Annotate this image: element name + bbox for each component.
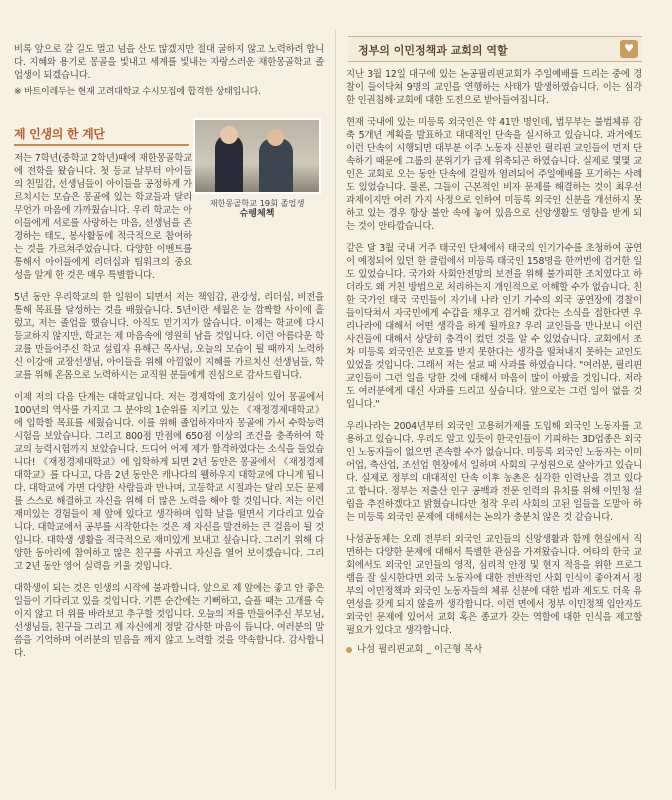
article-title: 정부의 이민정책과 교회의 역할 — [358, 44, 508, 57]
bullet-dot — [346, 647, 352, 653]
right-paragraph-4: 우리나라는 2004년부터 외국인 고용허가제를 도입해 외국인 노동자를 고용하고 있습니다. 우리도 알고 있듯이 한국인들이 기피하는 3D업종은 외국인 노동자들이 없으면 존속할 수가 없습니다. 미등록 외국인 노동자는 이미 어업, 축산업, 조선업 현장에서 일하며 사회의 구성원으로 살아가고 있습니다. 실제로 정부의 대대적인 단속 이후 농촌은 심각한 인력난을 겪고 있다고 합니다. 정부는 저출산 인구 공백과 전문 인력의 유치를 위해 이민청 설립을 추진하겠다고 밝혔습니다만 정작 우리 사회의 고된 일들을 도맡아 하는 미등록 외국인 문제에 대해서는 논의가 충분치 않은 것 같습니다. — [346, 421, 642, 523]
right-paragraph-2: 현재 국내에 있는 미등록 외국인은 약 41만 명인데, 법무부는 불법체류 감축 5개년 계획을 발표하고 대대적인 단속을 실시하고 있습니다. 과거에도 이런 단속이 시행되면 대부분 이주 노동자 신분인 필리핀 교인들이 먼저 단속하기 때문에 그룹의 분위기가 급제 위축되곤 하였습니다. 실제로 몇몇 교인은 교회로 오는 동안 단속에 걸릴까 염려되어 주일예배를 포기하는 사례도 있었습니다. 물론, 그들이 근본적인 비자 문제를 해결하는 것이 최우선 과제이지만 여러 가지 사정으로 인하여 미등록 외국인 신분을 개선하지 못하고 있는 경우 항상 불안 속에 놓여 있음으로 신앙생활도 영향을 받게 되는 것이 안타깝습니다. — [346, 117, 642, 232]
heart-icon: ♥ — [620, 40, 638, 58]
photo-caption — [193, 198, 321, 220]
note-text: ※ 바트이레두는 현재 고려대학교 수시모집에 합격한 상태입니다. — [14, 87, 261, 97]
right-paragraph-5: 나섬공동체는 오래 전부터 외국인 교인들의 신앙생활과 함께 현실에서 직면하는 다양한 문제에 대해서 특별한 관심을 가져왔습니다. 여타의 한국 교회에서도 외국인 교인들의 영적, 심리적 안정 및 현지 적응을 위한 프로그램을 잘 실시한다면 외국 노동자에 대한 전반적인 사회 인식이 좋아져서 정부의 이민정책과 외국인 노동자들의 체류 신분에 대한 법과 제도도 더욱 유연성을 갖게 되지 않을까 생각합니다. 이런 면에서 정부 이민정책 입안자도 외국인 문제에 있어서 교회 혹은 종교가 갖는 역할에 대한 인식을 제고할 필요가 있다고 생각합니다. — [346, 534, 642, 636]
right-column — [346, 68, 642, 656]
column-divider — [335, 30, 336, 790]
paragraph-4: 대학생이 되는 것은 인생의 시작에 불과합니다. 앞으로 제 앞에는 좋고 안 좋은 일들이 기다리고 있을 것입니다. 기쁜 순간에는 기뻐하고, 슬플 때는 고개를 숙이지 않고 더 위를 바라보고 추구할 것입니다. 오늘의 저를 만들어주신 부모님, 선생님들, 친구들 그리고 제 자신에게 정말 감사한 마음이 듭니다. 여러분의 말씀을 기억하며 여러분의 믿음을 깨지 않고 노력할 것을 약속합니다. 감사합니다. — [14, 583, 324, 659]
left-column — [14, 0, 324, 660]
article-title-box — [348, 36, 642, 62]
photo-caption-name: 슈렝체첵 — [239, 209, 275, 219]
paragraph-3: 이제 저의 다음 단계는 대학교입니다. 저는 경제학에 호기심이 있어 몽골에서 100년의 역사를 가지고 그 분야의 1순위를 지키고 있는 《재정경제대학교》에 입학할 목표를 세웠습니다. 이를 위해 졸업하자마자 몽골에 가서 수학능력시험을 보았습니다. 그리고 800점 만점에 650점 이상의 조건을 충족하여 학교의 능력시험까지 보았습니다. 드디어 어제 제가 합격하였다는 소식을 들었습니다! 《재정경제대학교》에 입학하게 되면 2년 동안은 몽골에서 《재정경제대학교》를 다니고, 다음 2년 동안은 캐나다의 웰하우지 대학교에 다니게 됩니다. 대학교에 가면 다양한 사람들과 만나며, 고등학교 시절과는 달리 모든 문제를 스스로 해결하고 자신을 위해 더 많은 노력을 해야 할 것입니다. 저는 이런 재미있는 경험들이 제 앞에 있다고 생각하며 입학 날을 떨면서 기다리고 있습니다. 대학교에서 공부를 시작한다는 것은 제 자신을 발견하는 큰 걸음이 될 것입니다. 대학생 생활을 적극적으로 재미있게 보내고 싶습니다. 그러기 위해 다양한 동아리에 참여하고 많은 친구를 사귀고 자신을 열어 보이겠습니다. 그리고 2년 동안 영어 실력을 키울 것입니다. — [14, 392, 324, 572]
paragraph-1: 저는 7학년(중학교 2학년)때에 재한몽골학교에 전학을 왔습니다. 첫 등교 날부터 아이들의 친밀감, 선생님들이 아이들을 공정하게 가르치시는 모습은 몽골에 있는 학교들과 달리 무언가 마음에 가까웠습니다. 우리 학교는 아이들에게 서로를 사랑하는 마음, 선생님을 존경하는 태도, 봉사활동에 적극적으로 참여하는 것을 가르쳐주었습니다. 다양한 이벤트를 통해서 아이들에게 리더십과 팀워크의 중요성을 알게 한 것은 매우 특별합니다. — [14, 153, 192, 281]
right-paragraph-1: 지난 3월 12일 대구에 있는 논공필리핀교회가 주일예배를 드리는 중에 경찰이 들이닥쳐 9명의 교인을 연행하는 사태가 발생하였습니다. 이는 심각한 인권침해·교회에 대한 도전으로 받아들여집니다. — [346, 69, 642, 106]
graduation-photo — [193, 118, 321, 194]
photo-caption-line1: 재한몽골학교 19회 졸업생 — [209, 198, 305, 208]
signature-text: 나섬 필리핀교회 _ 이근형 목사 — [357, 644, 483, 655]
section-title — [14, 123, 189, 146]
graduation-photo-figure — [193, 118, 321, 220]
section-title-text: 제 인생의 한 계단 — [14, 127, 105, 141]
right-paragraph-3: 같은 달 3월 국내 거주 태국인 단체에서 태국의 인기가수를 초청하여 공연이 예정되어 있던 한 클럽에서 미등록 태국인 158명을 한꺼번에 검거한 일도 있었습니다. 국가와 사회안전망의 보전을 위해 불가피한 조치였다고 하더라도 왜 거친 방법으로 처리하는지 개인적으로 이해할 수가 없습니다. 친한 국가인 태국 국민들이 자기네 나라 인기 가수의 외국 공연장에 경찰이 들이닥쳐서 자국민에게 수갑을 채우고 검거해 갔다는 소식을 접한다면 우리나라에 대해서 어떤 생각을 하게 될까요? 우리 교인들을 만나보니 이런 사건들에 대해서 상당히 충격이 컸던 것을 알 수 있었습니다. 교회에서 조차 미등록 외국인은 보호를 받지 못한다는 생각을 떨쳐내지 못하는 교인도 있었을 것입니다. 그래서 저는 설교 때 사과를 하였습니다. "여러분, 필리핀 교인들이 그런 일을 당한 것에 대해서 마음이 많이 아팠을 것입니다. 저라도 여러분에게 대신 사과를 드리고 싶습니다. 앞으로는 그런 일이 없을 것입니다." — [346, 243, 642, 410]
signature — [346, 643, 642, 656]
intro-paragraph: 비록 앞으로 갈 길도 멀고 넘을 산도 많겠지만 절대 굴하지 않고 노력하려 합니다. 지혜와 용기로 몽골을 빛내고 세계를 빛내는 자랑스러운 재한몽골학교 졸업생이 되겠습니다. — [14, 44, 324, 81]
paragraph-2: 5년 동안 우리학교의 한 일원이 되면서 저는 책임감, 관강성, 리더십, 비전을 통해 목표를 달성하는 것을 배웠습니다. 5년이란 세월은 눈 깜짝할 사이에 흘렀고, 저는 졸업을 했습니다. 아직도 믿기지가 않습니다. 이제는 학교에 다시 등교하지 않지만, 학교는 제 마음속에 영원히 남을 것입니다. 이런 아름다운 학교를 만들어주신 학교 설립자 유해근 목사님, 오늘의 모습이 될 때까지 노력하신 이강애 교장선생님, 아이들을 위해 아낌없이 지혜를 가르치신 선생님들, 학교를 위해 온몸으로 노력하시는 교직원 분들에게 진심으로 감사드립니다. — [14, 292, 324, 381]
